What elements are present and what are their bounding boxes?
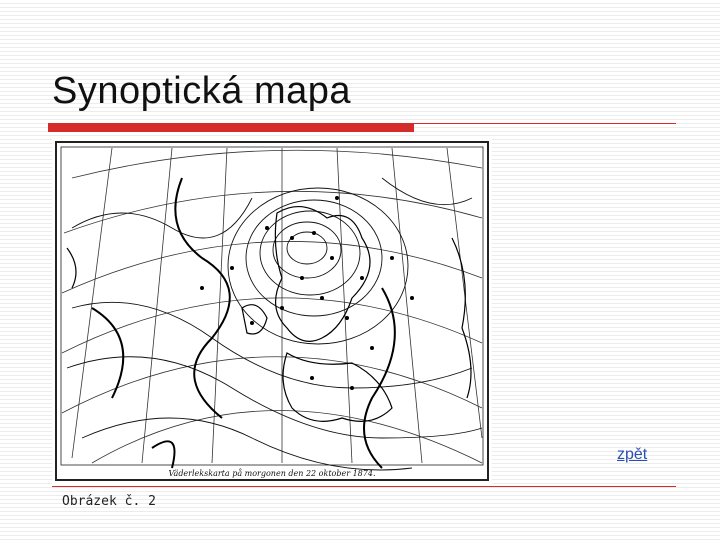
map-caption: Väderlekskarta på morgonen den 22 oktober 1874. [168, 469, 376, 478]
figure-label: Obrázek č. 2 [62, 494, 156, 509]
slide-title: Synoptická mapa [52, 70, 351, 112]
synoptic-map-drawing [52, 138, 492, 484]
synoptic-map-image [52, 138, 492, 484]
bottom-divider [52, 486, 676, 487]
back-link[interactable]: zpět [617, 446, 648, 463]
map-border [56, 142, 488, 480]
title-underline-line [414, 123, 676, 124]
title-underline-bar [48, 123, 414, 132]
